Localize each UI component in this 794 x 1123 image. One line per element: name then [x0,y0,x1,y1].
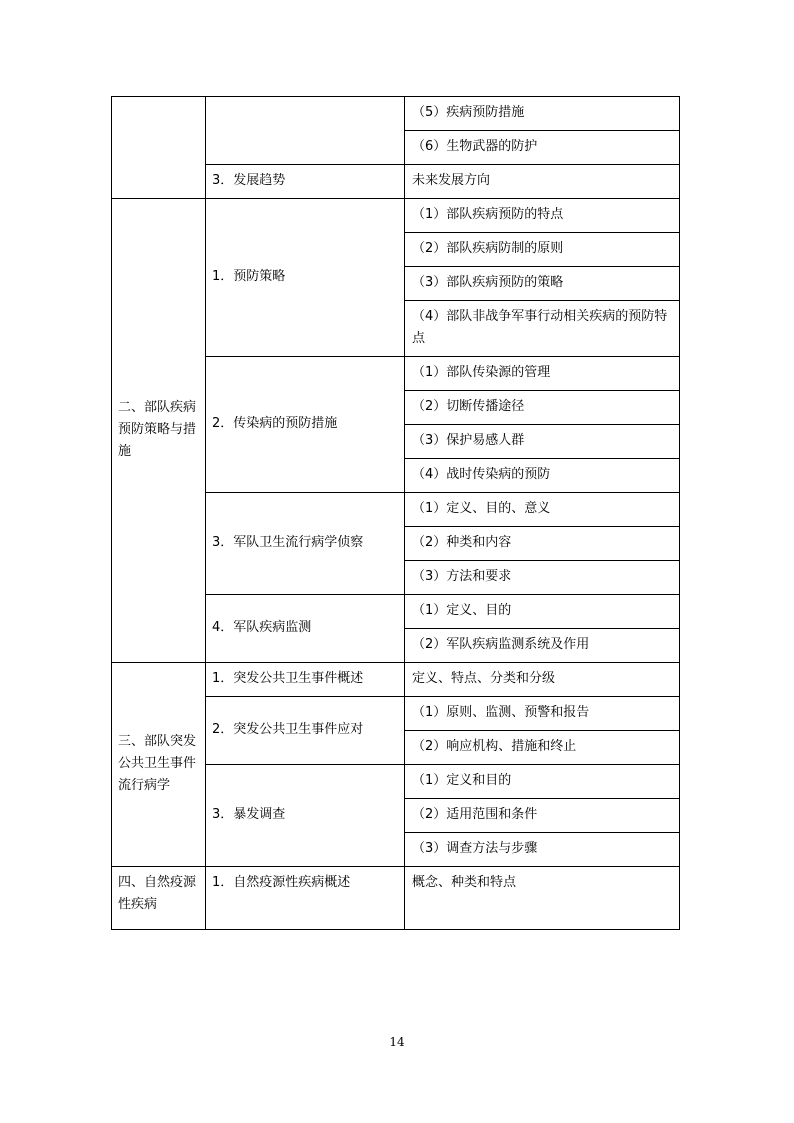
item-cell: （1）部队疾病预防的特点 [405,199,680,233]
subtopic-cell: 3．暴发调查 [206,765,405,867]
item-cell: （1）原则、监测、预警和报告 [405,697,680,731]
item-cell: （2）部队疾病防制的原则 [405,233,680,267]
table-row [112,97,680,131]
item-cell: （1）定义和目的 [405,765,680,799]
subtopic-cell: 1．自然疫源性疾病概述 [206,867,405,930]
item-cell: （2）军队疾病监测系统及作用 [405,629,680,663]
unit-cell [112,97,206,199]
item-cell: （6）生物武器的防护 [405,131,680,165]
subtopic-cell: 2．突发公共卫生事件应对 [206,697,405,765]
item-cell: 概念、种类和特点 [405,867,680,930]
item-cell: （3）保护易感人群 [405,425,680,459]
item-cell: （1）部队传染源的管理 [405,357,680,391]
item-cell: （5）疾病预防措施 [405,97,680,131]
unit-title: 四、自然疫源性疾病 [112,867,206,930]
table-row [112,663,680,697]
item-cell: （4）部队非战争军事行动相关疾病的预防特点 [405,301,680,357]
item-cell: （2）种类和内容 [405,527,680,561]
unit-title: 三、部队突发公共卫生事件流行病学 [112,663,206,867]
item-cell: （4）战时传染病的预防 [405,459,680,493]
subtopic-cell [206,97,405,165]
item-cell: 未来发展方向 [405,165,680,199]
table-row [112,867,680,930]
item-cell: （3）调查方法与步骤 [405,833,680,867]
item-cell: （1）定义、目的 [405,595,680,629]
table-row [112,199,680,233]
subtopic-cell: 2．传染病的预防措施 [206,357,405,493]
item-cell: （3）方法和要求 [405,561,680,595]
item-cell: （3）部队疾病预防的策略 [405,267,680,301]
item-cell: （2）适用范围和条件 [405,799,680,833]
page-number: 14 [389,1035,405,1049]
item-cell: （2）切断传播途径 [405,391,680,425]
subtopic-cell: 3．军队卫生流行病学侦察 [206,493,405,595]
item-cell: 定义、特点、分类和分级 [405,663,680,697]
item-cell: （1）定义、目的、意义 [405,493,680,527]
outline-table [111,96,680,930]
unit-title: 二、部队疾病预防策略与措施 [112,199,206,663]
subtopic-cell: 1．预防策略 [206,199,405,357]
subtopic-cell: 4．军队疾病监测 [206,595,405,663]
subtopic-cell: 1．突发公共卫生事件概述 [206,663,405,697]
subtopic-cell: 3．发展趋势 [206,165,405,199]
item-cell: （2）响应机构、措施和终止 [405,731,680,765]
